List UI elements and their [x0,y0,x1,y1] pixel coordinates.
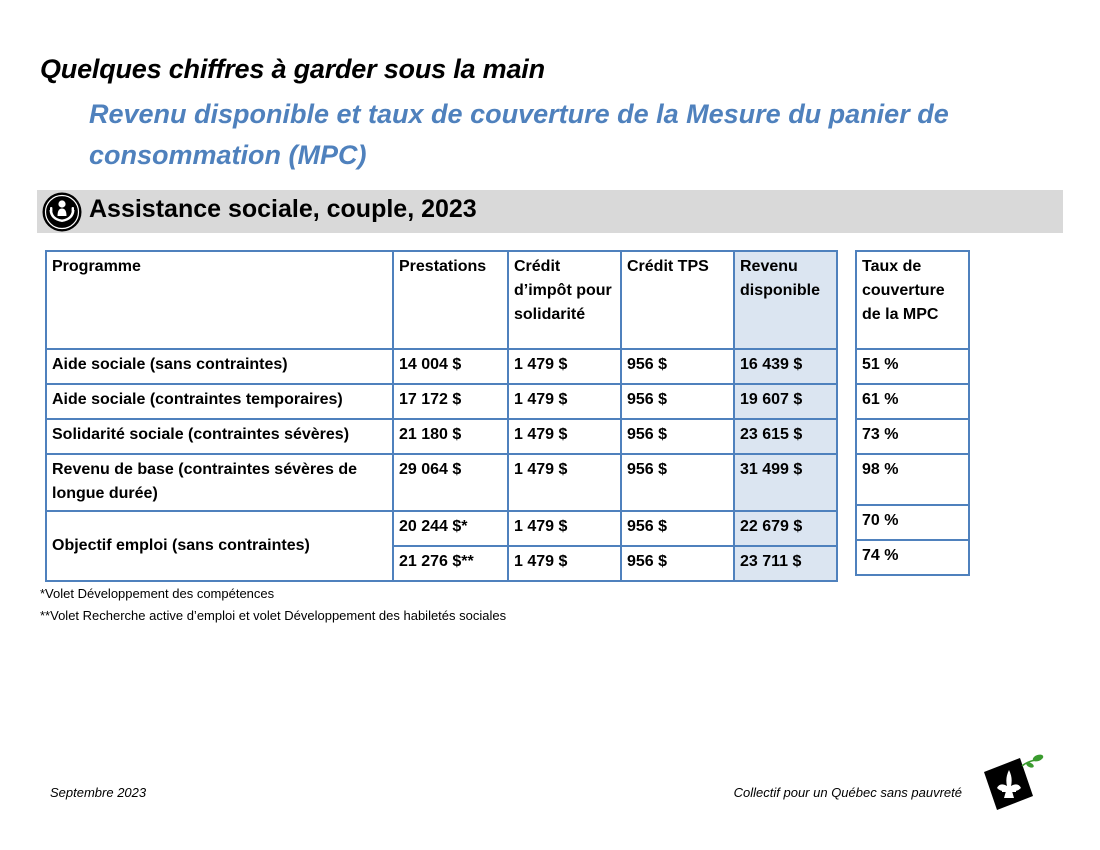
table-row [856,505,969,540]
cell-revenu-disponible: 23 711 $ [734,546,837,581]
cell-programme: Objectif emploi (sans contraintes) [46,511,393,581]
table-header-row [856,251,969,349]
cell-prestations: 21 180 $ [393,419,508,454]
cell-credit-tps: 956 $ [621,546,734,581]
cell-credit-impot: 1 479 $ [508,511,621,546]
cell-revenu-disponible: 19 607 $ [734,384,837,419]
cell-prestations: 20 244 $* [393,511,508,546]
cell-taux: 73 % [856,419,969,454]
footer-date: Septembre 2023 [50,785,147,800]
cell-prestations: 29 064 $ [393,454,508,511]
cell-credit-tps: 956 $ [621,349,734,384]
table-row [46,419,837,454]
cell-revenu-disponible: 22 679 $ [734,511,837,546]
cell-revenu-disponible: 31 499 $ [734,454,837,511]
cell-programme: Aide sociale (sans contraintes) [46,349,393,384]
footnote-single-asterisk: *Volet Développement des compétences [40,586,275,601]
table-row [46,349,837,384]
cell-taux: 74 % [856,540,969,575]
benefits-table [45,250,838,582]
table-row [856,540,969,575]
header-programme: Programme [46,251,393,349]
cell-credit-tps: 956 $ [621,384,734,419]
table-row [46,454,837,511]
page-title: Quelques chiffres à garder sous la main [40,54,545,84]
cell-prestations: 14 004 $ [393,349,508,384]
cell-credit-tps: 956 $ [621,419,734,454]
header-credit-tps: Crédit TPS [621,251,734,349]
cell-programme: Revenu de base (contraintes sévères de longue durée) [46,454,393,511]
table-row [856,419,969,454]
cell-taux: 70 % [856,505,969,540]
table-row [856,384,969,419]
cell-credit-tps: 956 $ [621,511,734,546]
header-credit-impot: Crédit d’impôt pour solidarité [508,251,621,349]
table-row [856,454,969,505]
fleur-de-lis-logo-icon [978,752,1050,812]
header-taux-couverture: Taux de couverture de la MPC [856,251,969,349]
header-prestations: Prestations [393,251,508,349]
cell-taux: 61 % [856,384,969,419]
helping-hands-icon [42,192,82,232]
cell-credit-impot: 1 479 $ [508,546,621,581]
cell-prestations: 17 172 $ [393,384,508,419]
cell-taux: 51 % [856,349,969,384]
cell-credit-impot: 1 479 $ [508,384,621,419]
cell-credit-impot: 1 479 $ [508,454,621,511]
footnote-double-asterisk: **Volet Recherche active d’emploi et volet Développement des habiletés sociales [40,608,507,623]
section-title: Assistance sociale, couple, 2023 [89,195,477,223]
table-row [46,511,837,546]
cell-credit-impot: 1 479 $ [508,419,621,454]
table-header-row [46,251,837,349]
cell-prestations: 21 276 $** [393,546,508,581]
coverage-rate-table [855,250,970,576]
cell-programme: Aide sociale (contraintes temporaires) [46,384,393,419]
header-revenu-disponible: Revenu disponible [734,251,837,349]
cell-taux: 98 % [856,454,969,505]
cell-revenu-disponible: 16 439 $ [734,349,837,384]
cell-revenu-disponible: 23 615 $ [734,419,837,454]
page-subtitle: Revenu disponible et taux de couverture de la Mesure du panier de consommation (MPC) [89,99,949,170]
table-row [856,349,969,384]
cell-credit-tps: 956 $ [621,454,734,511]
table-row [46,384,837,419]
cell-credit-impot: 1 479 $ [508,349,621,384]
cell-programme: Solidarité sociale (contraintes sévères) [46,419,393,454]
footer-organization: Collectif pour un Québec sans pauvreté [733,785,962,800]
